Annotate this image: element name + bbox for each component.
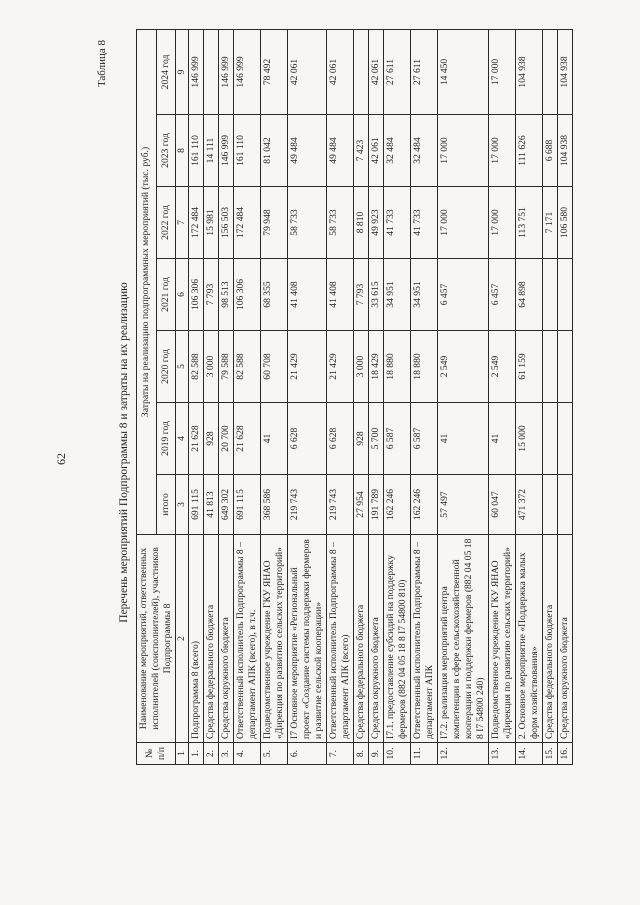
row-2022: 106 580 — [558, 187, 573, 259]
header-year: 2024 год — [156, 29, 176, 114]
row-2021: 41 408 — [327, 259, 354, 331]
row-2019: 15 000 — [516, 403, 543, 475]
row-2020 — [543, 331, 558, 403]
row-2020: 21 429 — [327, 331, 354, 403]
row-total: 691 115 — [189, 475, 204, 535]
table-row — [204, 29, 219, 764]
row-2023: 32 484 — [384, 115, 411, 187]
row-2019 — [543, 403, 558, 475]
row-2021 — [558, 259, 573, 331]
row-2024 — [543, 29, 558, 114]
row-name: Ответственный исполнитель Подпрограммы 8 – департамент АПК (всего) — [327, 535, 354, 743]
row-2023: 42 061 — [369, 115, 384, 187]
row-2019: 6 628 — [327, 403, 354, 475]
row-2022: 113 751 — [516, 187, 543, 259]
row-2024: 27 611 — [411, 29, 438, 114]
column-number: 7 — [176, 187, 189, 259]
row-total: 219 743 — [288, 475, 327, 535]
row-2020: 2 549 — [438, 331, 489, 403]
column-number: 5 — [176, 331, 189, 403]
row-number: 7. — [327, 743, 354, 765]
row-2019: 41 — [438, 403, 489, 475]
row-2021: 68 355 — [261, 259, 288, 331]
row-total: 368 586 — [261, 475, 288, 535]
row-2022: 7 171 — [543, 187, 558, 259]
column-number: 3 — [176, 475, 189, 535]
row-name: Ответственный исполнитель Подпрограммы 8 – департамент АПК — [411, 535, 438, 743]
row-2021: 34 951 — [411, 259, 438, 331]
row-2024: 146 999 — [219, 29, 234, 114]
column-number: 9 — [176, 29, 189, 114]
row-2023: 111 626 — [516, 115, 543, 187]
row-number: 8. — [354, 743, 369, 765]
row-2020: 82 588 — [234, 331, 261, 403]
row-2020: 82 588 — [189, 331, 204, 403]
row-2020: 2 549 — [489, 331, 516, 403]
row-2021: 7 793 — [204, 259, 219, 331]
header-costs: Затраты на реализацию подпрограммных мероприятий (тыс. руб.) — [137, 29, 157, 534]
row-2022: 172 484 — [189, 187, 204, 259]
row-number: 14. — [516, 743, 543, 765]
row-total: 649 302 — [219, 475, 234, 535]
row-2021: 34 951 — [384, 259, 411, 331]
row-2019: 928 — [204, 403, 219, 475]
row-total: 41 813 — [204, 475, 219, 535]
row-total — [543, 475, 558, 535]
row-2021: 7 793 — [354, 259, 369, 331]
row-2019: 20 700 — [219, 403, 234, 475]
row-name: 2. Основное мероприятие «Поддержка малых форм хозяйствования» — [516, 535, 543, 743]
row-2022: 41 733 — [411, 187, 438, 259]
row-2024: 27 611 — [384, 29, 411, 114]
row-2022: 58 733 — [288, 187, 327, 259]
row-2022: 8 810 — [354, 187, 369, 259]
table-row — [354, 29, 369, 764]
row-2020 — [558, 331, 573, 403]
table-row — [489, 29, 516, 764]
row-2021: 33 615 — [369, 259, 384, 331]
row-2024 — [204, 29, 219, 114]
row-2021: 106 306 — [234, 259, 261, 331]
table-row — [369, 29, 384, 764]
row-number: 9. — [369, 743, 384, 765]
row-2019: 21 628 — [234, 403, 261, 475]
header-num: № п/п — [137, 743, 176, 765]
row-total: 162 246 — [411, 475, 438, 535]
row-2019: 41 — [489, 403, 516, 475]
row-2019: 6 587 — [411, 403, 438, 475]
row-2023: 81 042 — [261, 115, 288, 187]
row-2021: 98 513 — [219, 259, 234, 331]
row-total: 691 115 — [234, 475, 261, 535]
table-row — [189, 29, 204, 764]
table-row — [438, 29, 489, 764]
row-total: 162 246 — [384, 475, 411, 535]
row-2019: 41 — [261, 403, 288, 475]
row-name: Средства федерального бюджета — [354, 535, 369, 743]
column-number: 8 — [176, 115, 189, 187]
row-2023: 32 484 — [411, 115, 438, 187]
row-2020: 3 000 — [354, 331, 369, 403]
row-2024: 17 000 — [489, 29, 516, 114]
row-number: 1. — [189, 743, 204, 765]
table-row — [558, 29, 573, 764]
row-2019: 21 628 — [189, 403, 204, 475]
page-number: 62 — [54, 453, 68, 465]
table-label: Таблица 8 — [96, 40, 108, 88]
header-year: 2021 год — [156, 259, 176, 331]
table-row — [327, 29, 354, 764]
table-title: Перечень мероприятий Подпрограммы 8 и затраты на их реализацию — [118, 282, 130, 623]
table-row — [543, 29, 558, 764]
row-2019: 928 — [354, 403, 369, 475]
table-row — [261, 29, 288, 764]
row-2019: 6 587 — [384, 403, 411, 475]
row-number: 11. — [411, 743, 438, 765]
row-2022: 79 948 — [261, 187, 288, 259]
row-name: Средства окружного бюджета — [558, 535, 573, 743]
row-number: 16. — [558, 743, 573, 765]
row-number: 2. — [204, 743, 219, 765]
row-number: 13. — [489, 743, 516, 765]
row-2023: 49 484 — [288, 115, 327, 187]
row-2024: 146 999 — [189, 29, 204, 114]
row-2020: 79 588 — [219, 331, 234, 403]
row-2024: 42 061 — [327, 29, 354, 114]
row-2024: 104 938 — [516, 29, 543, 114]
row-2024: 14 450 — [438, 29, 489, 114]
row-name: Средства федерального бюджета — [204, 535, 219, 743]
row-2020: 3 000 — [204, 331, 219, 403]
row-2024: 42 061 — [369, 29, 384, 114]
row-2023: 14 111 — [204, 115, 219, 187]
row-total: 57 497 — [438, 475, 489, 535]
row-2022: 156 503 — [219, 187, 234, 259]
row-2021: 6 457 — [489, 259, 516, 331]
column-numbers-row — [176, 29, 189, 764]
row-name: Подпрограмма 8 (всего) — [189, 535, 204, 743]
row-2019: 6 628 — [288, 403, 327, 475]
row-2020: 18 880 — [411, 331, 438, 403]
row-name: Средства федерального бюджета — [543, 535, 558, 743]
row-2020: 18 880 — [384, 331, 411, 403]
row-2022: 17 000 — [489, 187, 516, 259]
column-number: 4 — [176, 403, 189, 475]
row-2020: 18 429 — [369, 331, 384, 403]
row-2023: 104 938 — [558, 115, 573, 187]
header-year: 2022 год — [156, 187, 176, 259]
table-row — [411, 29, 438, 764]
table-row — [219, 29, 234, 764]
header-name: Наименование мероприятий, ответственных исполнителей (соисполнителей), участников Подпрограммы 8 — [137, 535, 176, 743]
row-number: 4. — [234, 743, 261, 765]
row-2023: 17 000 — [489, 115, 516, 187]
row-2023: 49 484 — [327, 115, 354, 187]
row-number: 15. — [543, 743, 558, 765]
row-2022: 58 733 — [327, 187, 354, 259]
row-name: Средства окружного бюджета — [369, 535, 384, 743]
row-2021: 64 898 — [516, 259, 543, 331]
row-total: 219 743 — [327, 475, 354, 535]
row-2020: 21 429 — [288, 331, 327, 403]
row-2024: 104 938 — [558, 29, 573, 114]
row-name: I7.1. предоставление субсидий на поддержку фермеров (882 04 05 18 8 I7 54800 810) — [384, 535, 411, 743]
row-2022: 49 923 — [369, 187, 384, 259]
row-2024: 42 061 — [288, 29, 327, 114]
column-number: 2 — [176, 535, 189, 743]
header-total: итого — [156, 475, 176, 535]
row-2020: 61 159 — [516, 331, 543, 403]
row-name: Подведомственное учреждение ГКУ ЯНАО «Дирекция по развитию сельских территорий» — [261, 535, 288, 743]
row-number: 3. — [219, 743, 234, 765]
row-2023: 161 110 — [234, 115, 261, 187]
row-name: Ответственный исполнитель Подпрограммы 8 – департамент АПК (всего), в т.ч. — [234, 535, 261, 743]
measures-cost-table — [136, 29, 573, 765]
row-name: Средства окружного бюджета — [219, 535, 234, 743]
row-total: 60 047 — [489, 475, 516, 535]
row-2023: 7 423 — [354, 115, 369, 187]
row-name: Подведомственное учреждение ГКУ ЯНАО «Дирекция по развитию сельских территорий» — [489, 535, 516, 743]
row-2022: 41 733 — [384, 187, 411, 259]
row-name: I7 Основное мероприятие «Региональный проект «Создание системы поддержки фермеров и развитие сельской кооперации» — [288, 535, 327, 743]
row-2022: 17 000 — [438, 187, 489, 259]
row-total — [558, 475, 573, 535]
row-2023: 17 000 — [438, 115, 489, 187]
row-2023: 6 688 — [543, 115, 558, 187]
row-2024: 146 999 — [234, 29, 261, 114]
header-year: 2020 год — [156, 331, 176, 403]
row-2021: 6 457 — [438, 259, 489, 331]
row-2019 — [558, 403, 573, 475]
table-row — [516, 29, 543, 764]
row-number: 10. — [384, 743, 411, 765]
row-2023: 146 999 — [219, 115, 234, 187]
row-2021 — [543, 259, 558, 331]
row-number: 6. — [288, 743, 327, 765]
row-2020: 60 708 — [261, 331, 288, 403]
column-number: 6 — [176, 259, 189, 331]
row-2022: 15 981 — [204, 187, 219, 259]
table-row — [234, 29, 261, 764]
row-2021: 41 408 — [288, 259, 327, 331]
table-row — [288, 29, 327, 764]
row-2024: 78 492 — [261, 29, 288, 114]
column-number: 1 — [176, 743, 189, 765]
row-2024 — [354, 29, 369, 114]
header-year: 2019 год — [156, 403, 176, 475]
row-total: 471 372 — [516, 475, 543, 535]
row-total: 191 789 — [369, 475, 384, 535]
row-2022: 172 484 — [234, 187, 261, 259]
row-name: I7.2. реализация мероприятий центра компетенции в сфере сельскохозяйственной кооперации и поддержки фермеров (882 04 05 18 8 I7 54800 240) — [438, 535, 489, 743]
row-number: 12. — [438, 743, 489, 765]
row-2023: 161 110 — [189, 115, 204, 187]
row-2019: 5 700 — [369, 403, 384, 475]
row-2021: 106 306 — [189, 259, 204, 331]
table-row — [384, 29, 411, 764]
header-year: 2023 год — [156, 115, 176, 187]
row-total: 27 954 — [354, 475, 369, 535]
row-number: 5. — [261, 743, 288, 765]
